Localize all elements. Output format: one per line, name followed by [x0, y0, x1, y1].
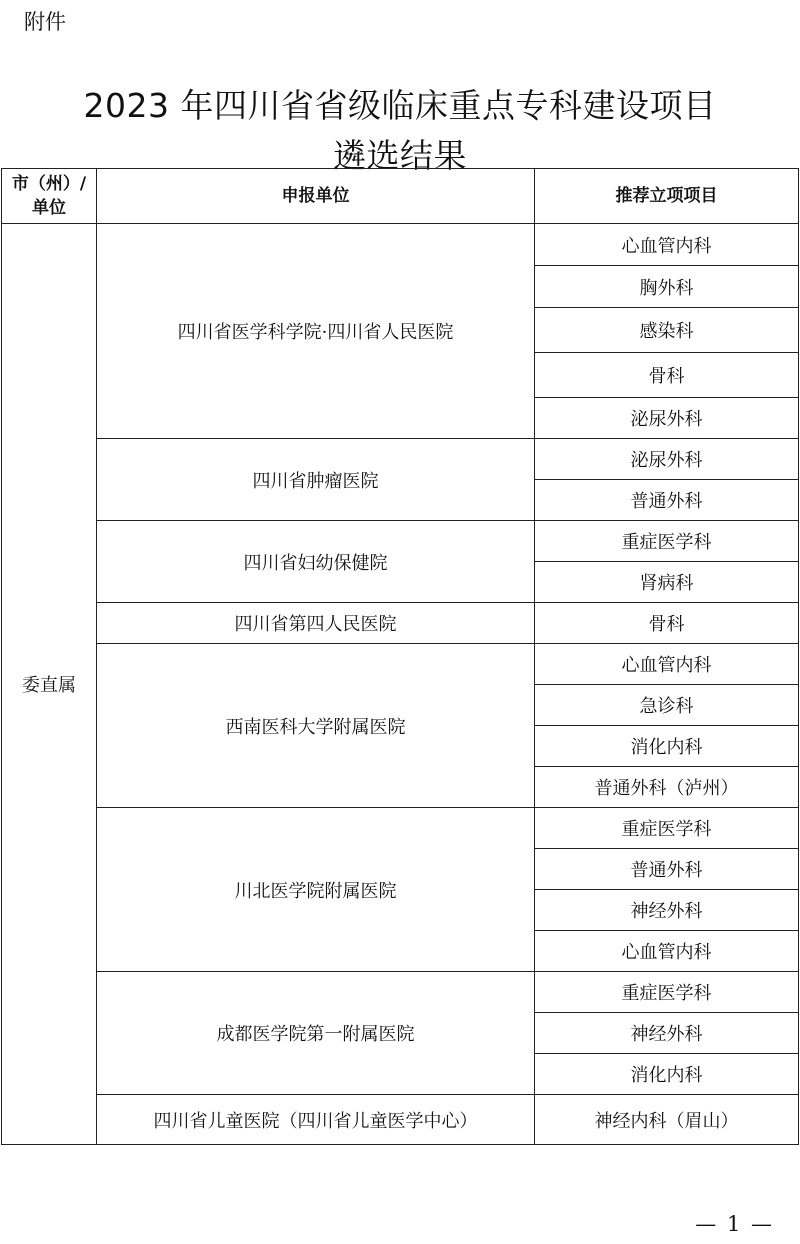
- project-cell: 神经外科: [535, 890, 799, 931]
- unit-cell: 四川省第四人民医院: [97, 603, 535, 644]
- page-number: — 1 —: [695, 1212, 774, 1236]
- table-row: [2, 1095, 799, 1145]
- table-row: [2, 224, 799, 266]
- table-row: [2, 644, 799, 685]
- table-header-row: [2, 169, 799, 224]
- project-cell: 泌尿外科: [535, 398, 799, 439]
- project-cell: 神经内科（眉山）: [535, 1095, 799, 1145]
- attachment-label: 附件: [24, 10, 66, 34]
- project-cell: 重症医学科: [535, 808, 799, 849]
- header-city: 市（州）/单位: [2, 169, 97, 224]
- table-row: [2, 521, 799, 562]
- city-cell: 委直属: [2, 224, 97, 1145]
- project-cell: 肾病科: [535, 562, 799, 603]
- project-cell: 骨科: [535, 603, 799, 644]
- table-row: [2, 972, 799, 1013]
- document-title-line-2: 遴选结果: [333, 136, 467, 175]
- project-cell: 普通外科（泸州）: [535, 767, 799, 808]
- project-cell: 神经外科: [535, 1013, 799, 1054]
- project-cell: 泌尿外科: [535, 439, 799, 480]
- document-title-line-1: 2023 年四川省省级临床重点专科建设项目: [83, 86, 717, 125]
- unit-cell: 川北医学院附属医院: [97, 808, 535, 972]
- project-cell: 心血管内科: [535, 931, 799, 972]
- header-projects: 推荐立项项目: [535, 169, 799, 224]
- project-cell: 普通外科: [535, 849, 799, 890]
- table-row: [2, 603, 799, 644]
- project-cell: 重症医学科: [535, 521, 799, 562]
- project-cell: 消化内科: [535, 726, 799, 767]
- project-cell: 心血管内科: [535, 644, 799, 685]
- project-cell: 骨科: [535, 353, 799, 398]
- unit-cell: 四川省儿童医院（四川省儿童医学中心）: [97, 1095, 535, 1145]
- unit-cell: 四川省肿瘤医院: [97, 439, 535, 521]
- unit-cell: 四川省医学科学院·四川省人民医院: [97, 224, 535, 439]
- table-body: [2, 224, 799, 1145]
- unit-cell: 四川省妇幼保健院: [97, 521, 535, 603]
- project-cell: 普通外科: [535, 480, 799, 521]
- project-cell: 感染科: [535, 308, 799, 353]
- table-row: [2, 439, 799, 480]
- header-unit: 申报单位: [97, 169, 535, 224]
- table-row: [2, 808, 799, 849]
- project-cell: 急诊科: [535, 685, 799, 726]
- project-cell: 重症医学科: [535, 972, 799, 1013]
- unit-cell: 西南医科大学附属医院: [97, 644, 535, 808]
- project-cell: 胸外科: [535, 266, 799, 308]
- unit-cell: 成都医学院第一附属医院: [97, 972, 535, 1095]
- project-cell: 心血管内科: [535, 224, 799, 266]
- project-cell: 消化内科: [535, 1054, 799, 1095]
- results-table: [1, 168, 799, 1145]
